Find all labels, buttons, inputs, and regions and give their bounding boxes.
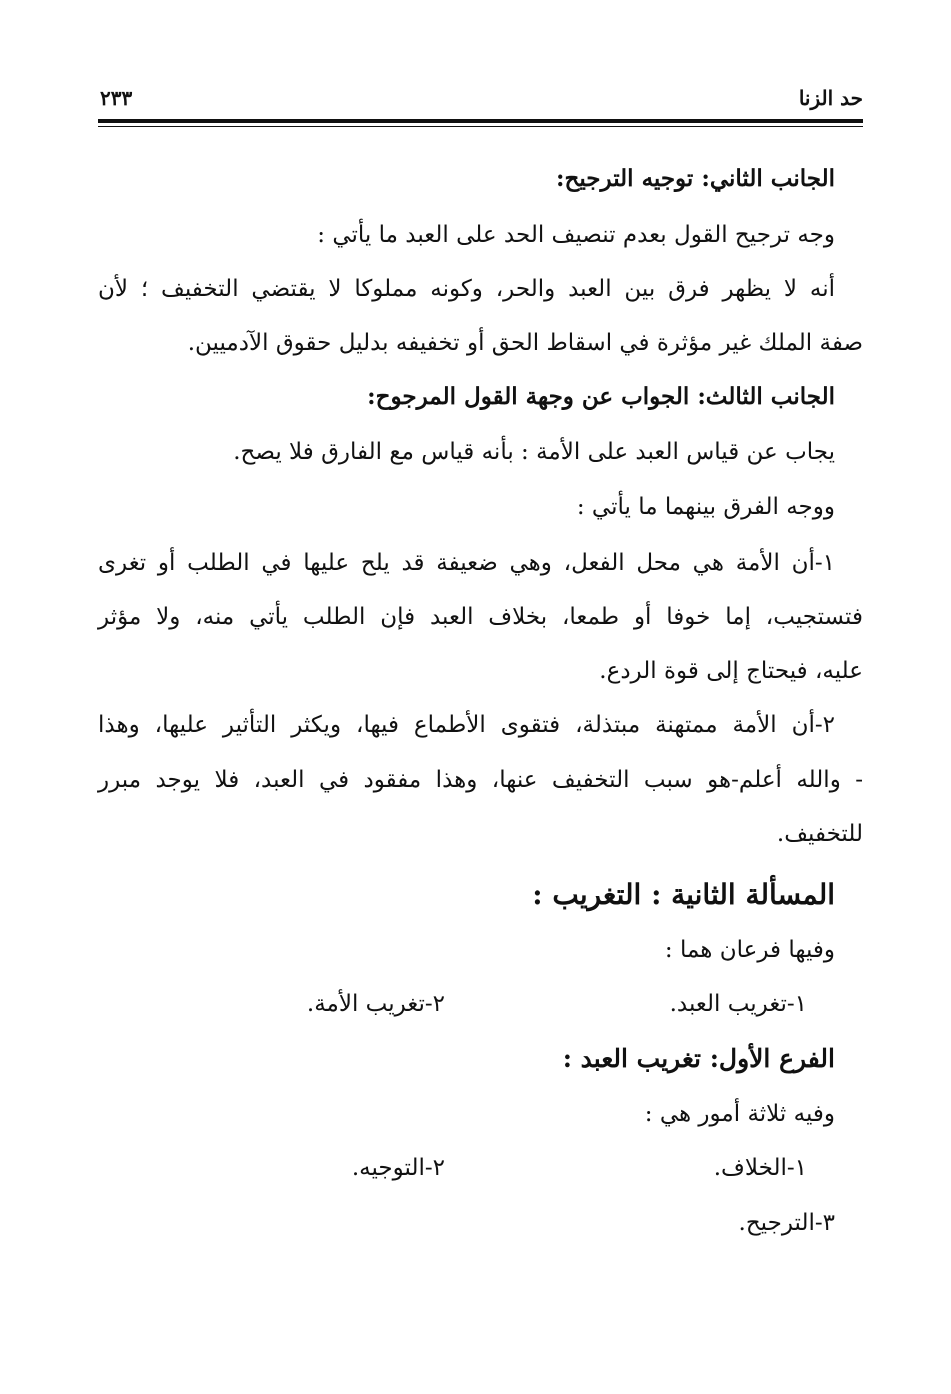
issue2-intro: وفيها فرعان هما :: [664, 937, 835, 963]
branch1-heading: الفرع الأول: تغريب العبد :: [562, 1044, 835, 1073]
point2-line2: - والله أعلم-هو سبب التخفيف عنها، وهذا مفقود في العبد، فلا يوجد مبرر: [98, 767, 863, 793]
point2-line3: للتخفيف.: [776, 821, 863, 847]
page-header: [98, 78, 863, 118]
branch-list-row: [98, 977, 835, 1031]
matter-item-1: ١-الخلاف.: [713, 1155, 807, 1181]
paragraph-side3-line1: يجاب عن قياس العبد على الأمة : بأنه قياس مع الفارق فلا يصح.: [233, 439, 835, 465]
header-rule-thick: [98, 119, 863, 123]
issue2-heading: المسألة الثانية : التغريب :: [532, 878, 835, 911]
point1-line3: عليه، فيحتاج إلى قوة الردع.: [599, 658, 863, 684]
point2-line1: ٢-أن الأمة ممتهنة مبتذلة، فتقوى الأطماع فيها، ويكثر التأثير عليها، وهذا: [98, 712, 835, 738]
point1-line1: ١-أن الأمة هي محل الفعل، وهي ضعيفة قد يلح عليها في الطلب أو تغرى: [98, 550, 835, 576]
running-title: حد الزنا: [798, 86, 863, 110]
branch1-intro: وفيه ثلاثة أمور هي :: [644, 1101, 835, 1127]
matter-item-2: ٢-التوجيه.: [351, 1155, 445, 1181]
header-rule-thin: [98, 126, 863, 127]
branch-item-2: ٢-تغريب الأمة.: [306, 991, 445, 1017]
section-heading-side3: الجانب الثالث: الجواب عن وجهة القول المرجوح:: [367, 383, 835, 410]
page-number: ٢٣٣: [100, 86, 133, 110]
paragraph-side3-line2: ووجه الفرق بينهما ما يأتي :: [576, 494, 835, 520]
branch-item-1: ١-تغريب العبد.: [669, 991, 807, 1017]
matters-list-row: [98, 1141, 835, 1195]
paragraph-side2-line1: أنه لا يظهر فرق بين العبد والحر، وكونه مملوكا لا يقتضي التخفيف ؛ لأن: [98, 276, 835, 302]
paragraph-side2-line2: صفة الملك غير مؤثرة في اسقاط الحق أو تخفيفه بدليل حقوق الآدميين.: [187, 330, 863, 356]
matter-item-3: ٣-الترجيح.: [738, 1210, 835, 1236]
point1-line2: فتستجيب، إما خوفا أو طمعا، بخلاف العبد فإن الطلب يأتي منه، ولا مؤثر: [98, 604, 863, 630]
section-heading-side2: الجانب الثاني: توجيه الترجيح:: [556, 165, 835, 192]
paragraph-side2-intro: وجه ترجيح القول بعدم تنصيف الحد على العبد ما يأتي :: [317, 222, 835, 248]
